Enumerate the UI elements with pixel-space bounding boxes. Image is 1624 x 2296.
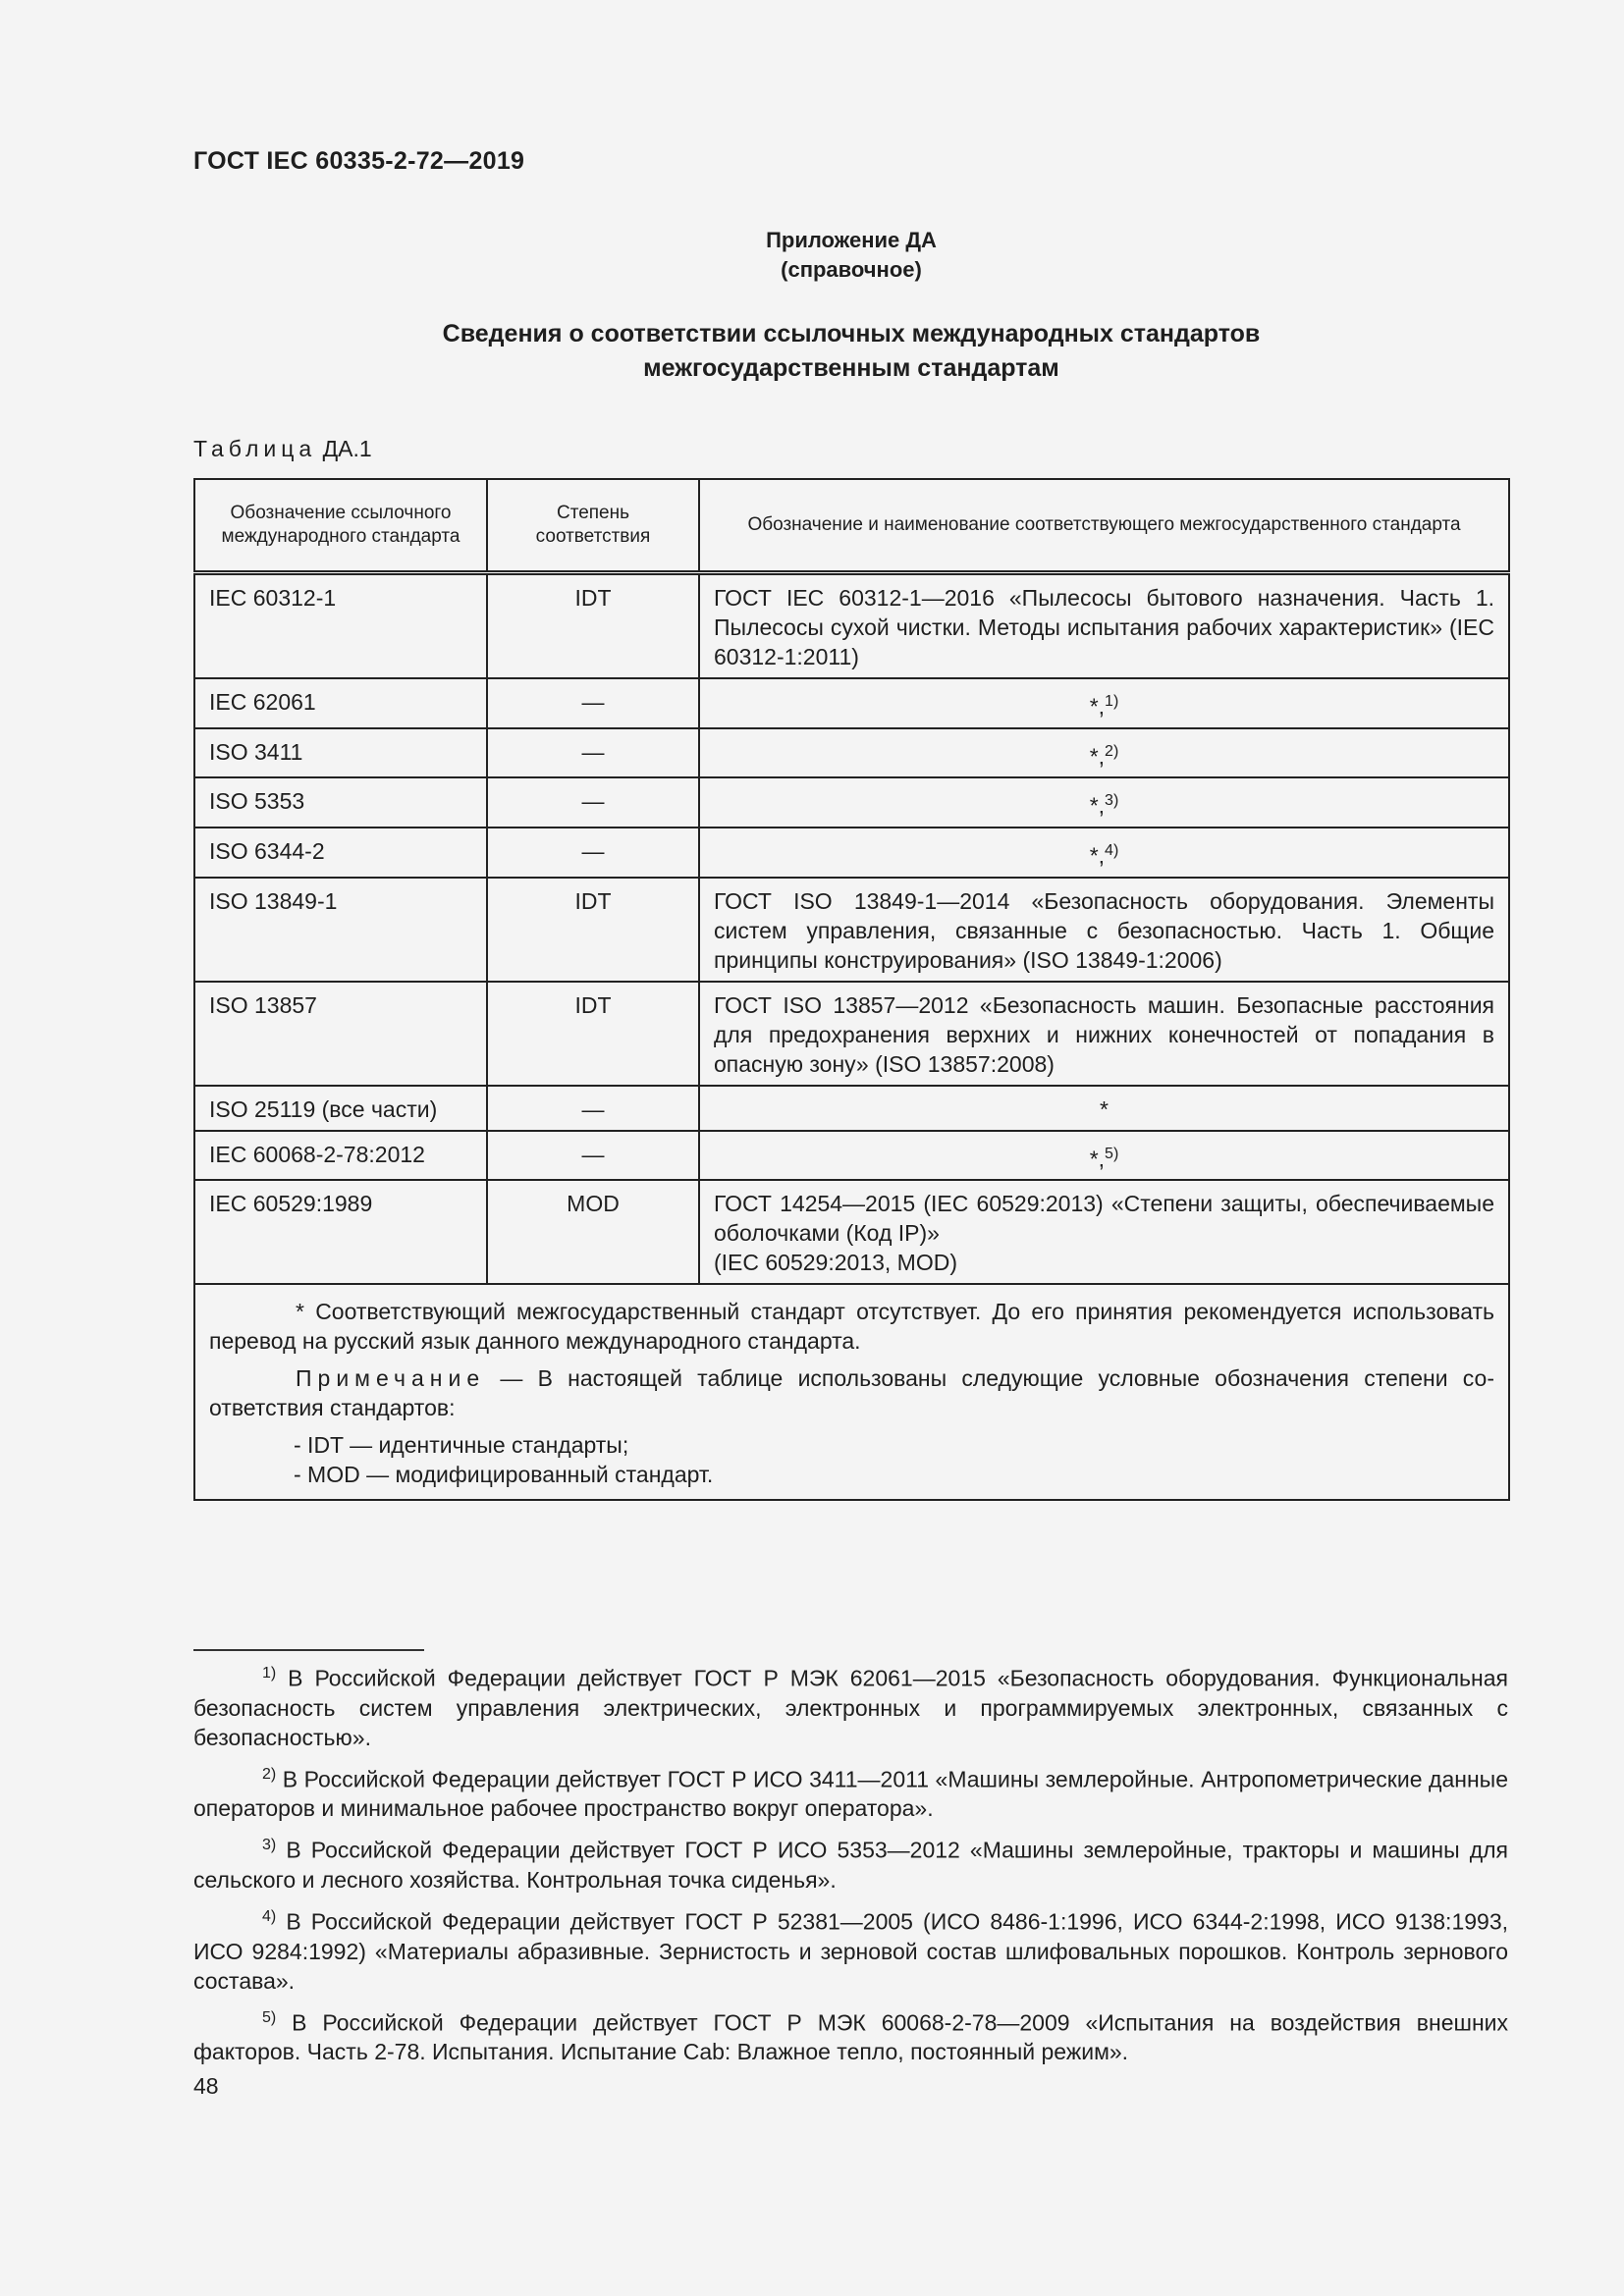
absent-mark: * <box>1100 1095 1109 1122</box>
table-row <box>194 573 1509 679</box>
table-caption-prefix: Таблица <box>193 436 317 461</box>
table-row <box>194 777 1509 828</box>
table-row <box>194 1131 1509 1181</box>
header-ref-standard: Обозначение ссылочного международного стандарта <box>194 479 487 573</box>
footnote-ref: 4) <box>1105 841 1119 859</box>
degree-cell: IDT <box>487 573 699 679</box>
footnote <box>193 1760 1508 1824</box>
footnote-text: В Российской Федерации действует ГОСТ Р 52381—2005 (ИСО 8486-1:1996, ИСО 6344-2:1998, ИСО 9138:1993, ИСО 9284:1992) «Материалы абразивные. Зернистость и зерновой состав шлифовальных порошков. Контроль зернового состава». <box>193 1908 1508 1994</box>
table-row <box>194 982 1509 1086</box>
note-bullet: - IDT — идентичные стандарты; <box>294 1432 629 1459</box>
degree-cell: — <box>487 678 699 728</box>
header-gost: Обозначение и наименование соответствующего межгосударственного стандарта <box>699 479 1509 573</box>
ref-cell: ISO 6344-2 <box>194 828 487 878</box>
gost-cell <box>699 1180 1509 1284</box>
gost-cell: ГОСТ IEC 60312-1—2016 «Пылесосы бытового назначения. Часть 1. Пылесосы сухой чистки. Методы испытания рабочих характеристик» (IEC 60312-1:2011) <box>699 573 1509 679</box>
ref-cell: ISO 3411 <box>194 728 487 778</box>
footnote-divider <box>193 1649 424 1651</box>
gost-cell <box>699 1131 1509 1181</box>
table-row <box>194 1086 1509 1131</box>
footnote-ref: 3) <box>1105 792 1119 810</box>
degree-cell: — <box>487 1131 699 1181</box>
absent-mark: *, <box>1089 743 1106 770</box>
gost-cell: ГОСТ ISO 13857—2012 «Безопасность машин. Безопасные расстояния для предохранения верхних и нижних конечностей от попадания в опасную зону» (ISO 13857:2008) <box>699 982 1509 1086</box>
footnote <box>193 1902 1508 1996</box>
footnote-number: 1) <box>262 1665 277 1682</box>
table-row <box>194 678 1509 728</box>
ref-cell: IEC 60312-1 <box>194 573 487 679</box>
degree-cell: IDT <box>487 878 699 982</box>
primechanie-note <box>209 1363 1494 1422</box>
appendix-title: Приложение ДА <box>766 228 937 252</box>
table-caption-id: ДА.1 <box>322 436 372 461</box>
gost-cell <box>699 678 1509 728</box>
gost-cell: ГОСТ ISO 13849-1—2014 «Безопасность оборудования. Элементы систем управления, связанные с безопасностью. Часть 1. Общие принципы конструирования» (ISO 13849-1:2006) <box>699 878 1509 982</box>
footnote <box>193 2003 1508 2067</box>
section-title <box>0 317 1624 386</box>
section-title-line-1: Сведения о соответствии ссылочных международных стандартов <box>442 320 1261 347</box>
appendix-subtitle: (справочное) <box>781 257 922 282</box>
ref-cell: ISO 5353 <box>194 777 487 828</box>
footnote-ref: 1) <box>1105 693 1119 710</box>
ref-cell: ISO 13857 <box>194 982 487 1086</box>
note-label: Примечание <box>296 1365 486 1392</box>
correspondence-table <box>193 478 1510 1501</box>
degree-cell: IDT <box>487 982 699 1086</box>
table-notes-row <box>194 1284 1509 1500</box>
table-notes <box>194 1284 1509 1500</box>
page-number: 48 <box>193 2073 219 2099</box>
footnotes <box>193 1659 1508 2074</box>
absent-mark: *, <box>1089 792 1106 819</box>
table-header-row <box>194 479 1509 573</box>
footnote-number: 4) <box>262 1907 277 1925</box>
absent-mark: *, <box>1089 1146 1106 1172</box>
section-title-line-2: межгосударственным стандартам <box>643 354 1059 382</box>
gost-text-line-2: (IEC 60529:2013, MOD) <box>714 1250 958 1276</box>
degree-cell: — <box>487 828 699 878</box>
footnote-text: В Российской Федерации действует ГОСТ Р МЭК 60068-2-78—2009 «Испытания на воздействия внешних факторов. Часть 2-78. Испытания. Испытание Cab: Влажное тепло, постоянный режим». <box>193 2009 1508 2065</box>
footnote-ref: 2) <box>1105 742 1119 760</box>
table-row <box>194 828 1509 878</box>
gost-cell <box>699 777 1509 828</box>
gost-cell <box>699 728 1509 778</box>
note-text: — В настоящей таблице использованы следующие условные обозначения степени соответствия стандартов: <box>209 1365 1494 1421</box>
degree-cell: MOD <box>487 1180 699 1284</box>
degree-cell: — <box>487 728 699 778</box>
footnote-number: 5) <box>262 2008 277 2026</box>
degree-cell: — <box>487 1086 699 1131</box>
ref-cell: ISO 25119 (все части) <box>194 1086 487 1131</box>
ref-cell: IEC 60068-2-78:2012 <box>194 1131 487 1181</box>
footnote-text: В Российской Федерации действует ГОСТ Р ИСО 5353—2012 «Машины землеройные, тракторы и машины для сельского и лесного хозяйства. Контрольная точка сиденья». <box>193 1837 1508 1893</box>
gost-text-line-1: ГОСТ 14254—2015 (IEC 60529:2013) «Степени защиты, обеспечиваемые оболочками (Код IP)» <box>714 1191 1494 1247</box>
table-row <box>194 878 1509 982</box>
footnote-text: В Российской Федерации действует ГОСТ Р МЭК 62061—2015 «Безопасность оборудования. Функциональная безопасность систем управления электрических, электронных и программируемых электронных, связанных с безопасностью». <box>193 1665 1508 1750</box>
gost-cell <box>699 828 1509 878</box>
footnote-text: В Российской Федерации действует ГОСТ Р ИСО 3411—2011 «Машины землеройные. Антропометрические данные операторов и минимальное рабочее пространство вокруг оператора». <box>193 1766 1508 1822</box>
table-row <box>194 728 1509 778</box>
ref-cell: IEC 62061 <box>194 678 487 728</box>
ref-cell: IEC 60529:1989 <box>194 1180 487 1284</box>
degree-cell: — <box>487 777 699 828</box>
footnote-number: 2) <box>262 1765 277 1783</box>
footnote-ref: 5) <box>1105 1145 1119 1162</box>
absent-mark: *, <box>1089 842 1106 869</box>
table-caption <box>193 436 372 462</box>
header-degree: Степень соответствия <box>487 479 699 573</box>
ref-cell: ISO 13849-1 <box>194 878 487 982</box>
note-bullet: - MOD — модифицированный стандарт. <box>294 1462 714 1488</box>
appendix-heading <box>0 226 1624 285</box>
table-row <box>194 1180 1509 1284</box>
footnote-number: 3) <box>262 1837 277 1854</box>
asterisk-note: * Соответствующий межгосударственный стандарт отсутствует. До его принятия рекомендуется использовать перевод на русский язык данного международного стандарта. <box>209 1299 1494 1355</box>
document-header: ГОСТ IEC 60335-2-72—2019 <box>193 147 525 175</box>
gost-cell <box>699 1086 1509 1131</box>
footnote <box>193 1659 1508 1752</box>
absent-mark: *, <box>1089 693 1106 720</box>
footnote <box>193 1831 1508 1895</box>
